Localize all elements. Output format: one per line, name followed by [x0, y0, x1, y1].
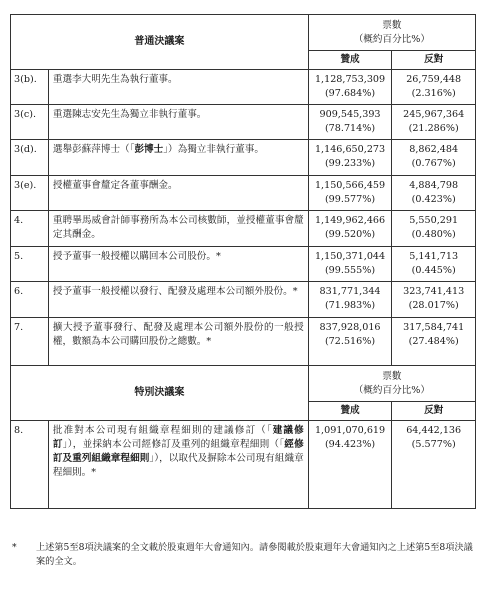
- resolution-number: 3(d).: [11, 140, 49, 176]
- defined-term: 建議修訂: [52, 425, 304, 450]
- for-votes: 1,146,650,273: [314, 144, 386, 155]
- for-votes-cell: [308, 318, 392, 366]
- resolution-number: 3(c).: [11, 105, 49, 140]
- footnote-mark: *: [12, 542, 17, 553]
- for-header: 贊成: [308, 51, 392, 70]
- for-percent: (99.577%): [324, 194, 376, 205]
- special-resolution-row: [11, 421, 476, 509]
- against-votes-cell: [392, 105, 476, 140]
- votes-label: 票數: [382, 20, 402, 31]
- against-percent: (2.316%): [411, 88, 456, 99]
- against-votes-cell: [392, 247, 476, 282]
- resolution-text: 重聘畢馬威會計師事務所為本公司核數師，並授權董事會釐定其酬金。: [48, 211, 308, 247]
- for-votes-cell: [308, 70, 392, 105]
- against-votes: 5,550,291: [409, 215, 459, 226]
- against-votes-cell: [392, 176, 476, 211]
- special-votes-percent-label: （概約百分比%）: [353, 385, 430, 396]
- resolution-text-part: 選舉彭蘇萍博士（「: [52, 144, 135, 155]
- resolution-row: [11, 282, 476, 318]
- special-for-header: 贊成: [308, 402, 392, 421]
- against-votes: 8,862,484: [409, 144, 459, 155]
- against-votes: 323,741,413: [403, 286, 465, 297]
- for-percent: (99.555%): [324, 265, 376, 276]
- resolution-text-part: 」），並採納本公司經修訂及重列的組織章程細則（「: [62, 439, 285, 450]
- against-percent: (0.480%): [411, 229, 456, 240]
- votes-percent-label: （概約百分比%）: [353, 34, 430, 45]
- resolution-row: [11, 211, 476, 247]
- resolution-row: [11, 140, 476, 176]
- ordinary-header-row: [11, 15, 476, 51]
- for-votes: 1,149,962,466: [314, 215, 386, 226]
- ordinary-resolutions-body: [11, 70, 476, 366]
- for-votes: 1,150,371,044: [314, 251, 386, 262]
- against-percent: (0.767%): [411, 158, 456, 169]
- special-votes-header: [308, 366, 475, 402]
- for-percent: (97.684%): [324, 88, 376, 99]
- poll-results-table: [10, 14, 476, 509]
- resolution-number: 3(e).: [11, 176, 49, 211]
- resolution-row: [11, 176, 476, 211]
- for-votes: 909,545,393: [319, 109, 381, 120]
- resolution-text: 重選陳志安先生為獨立非執行董事。: [48, 105, 308, 140]
- footnote: [12, 541, 474, 569]
- resolution-text-part: 」）為獨立非執行董事。: [163, 144, 264, 155]
- for-percent: (72.516%): [324, 336, 376, 347]
- for-votes-cell: [308, 421, 392, 509]
- resolution-text: 授權董事會釐定各董事酬金。: [48, 176, 308, 211]
- for-percent: (94.423%): [324, 439, 376, 450]
- against-percent: (28.017%): [408, 300, 459, 311]
- resolution-text-part: 」），以取代及摒除本公司現有組織章程細則。*: [52, 453, 304, 478]
- against-votes-cell: [392, 282, 476, 318]
- resolution-number: 4.: [11, 211, 49, 247]
- defined-term: 經修訂及重列組織章程細則: [52, 439, 304, 464]
- ordinary-resolutions-title: 普通決議案: [11, 15, 309, 70]
- against-votes-cell: [392, 421, 476, 509]
- for-votes: 1,091,070,619: [314, 425, 386, 436]
- resolution-text: [48, 140, 308, 176]
- for-votes-cell: [308, 176, 392, 211]
- for-percent: (71.983%): [324, 300, 376, 311]
- for-percent: (99.520%): [324, 229, 376, 240]
- against-votes-cell: [392, 140, 476, 176]
- resolution-number: 5.: [11, 247, 49, 282]
- resolution-text: 重選李大明先生為執行董事。: [48, 70, 308, 105]
- for-percent: (99.233%): [324, 158, 376, 169]
- resolution-text: [48, 421, 308, 509]
- for-votes-cell: [308, 211, 392, 247]
- for-votes: 1,128,753,309: [314, 74, 386, 85]
- resolution-row: [11, 318, 476, 366]
- against-percent: (21.286%): [408, 123, 459, 134]
- resolution-number: 7.: [11, 318, 49, 366]
- for-votes-cell: [308, 247, 392, 282]
- against-votes-cell: [392, 211, 476, 247]
- resolution-text-part: 批准對本公司現有組織章程細則的建議修訂（「: [52, 425, 273, 436]
- footnote-text: 上述第5至8項決議案的全文載於股東週年大會通知內。請參閱載於股東週年大會通知內之上述第5至8項決議案的全文。: [36, 542, 473, 567]
- for-votes-cell: [308, 140, 392, 176]
- against-percent: (27.484%): [408, 336, 459, 347]
- resolution-text: 授予董事一般授權以購回本公司股份。*: [48, 247, 308, 282]
- for-percent: (78.714%): [324, 123, 376, 134]
- for-votes-cell: [308, 105, 392, 140]
- resolution-number: 6.: [11, 282, 49, 318]
- resolution-row: [11, 70, 476, 105]
- special-resolutions-title: 特別決議案: [11, 366, 309, 421]
- votes-header: [308, 15, 475, 51]
- for-votes-cell: [308, 282, 392, 318]
- for-votes: 837,928,016: [319, 322, 381, 333]
- against-percent: (0.423%): [411, 194, 456, 205]
- resolution-text: 授予董事一般授權以發行、配發及處理本公司額外股份。*: [48, 282, 308, 318]
- for-votes: 1,150,566,459: [314, 180, 386, 191]
- resolution-number: 3(b).: [11, 70, 49, 105]
- resolution-row: [11, 105, 476, 140]
- against-votes: 5,141,713: [409, 251, 459, 262]
- defined-term: 彭博士: [134, 144, 164, 155]
- against-percent: (0.445%): [411, 265, 456, 276]
- for-votes: 831,771,344: [319, 286, 381, 297]
- special-against-header: 反對: [392, 402, 476, 421]
- against-votes: 4,884,798: [409, 180, 459, 191]
- special-header-row: [11, 366, 476, 402]
- against-header: 反對: [392, 51, 476, 70]
- against-votes: 64,442,136: [406, 425, 462, 436]
- resolution-text: 擴大授予董事發行、配發及處理本公司額外股份的一般授權，數額為本公司購回股份之總數。*: [48, 318, 308, 366]
- against-votes: 317,584,741: [403, 322, 465, 333]
- against-votes-cell: [392, 70, 476, 105]
- against-votes-cell: [392, 318, 476, 366]
- against-percent: (5.577%): [411, 439, 456, 450]
- against-votes: 245,967,364: [403, 109, 465, 120]
- against-votes: 26,759,448: [406, 74, 462, 85]
- special-votes-label: 票數: [382, 371, 402, 382]
- resolution-number: 8.: [11, 421, 49, 509]
- resolution-row: [11, 247, 476, 282]
